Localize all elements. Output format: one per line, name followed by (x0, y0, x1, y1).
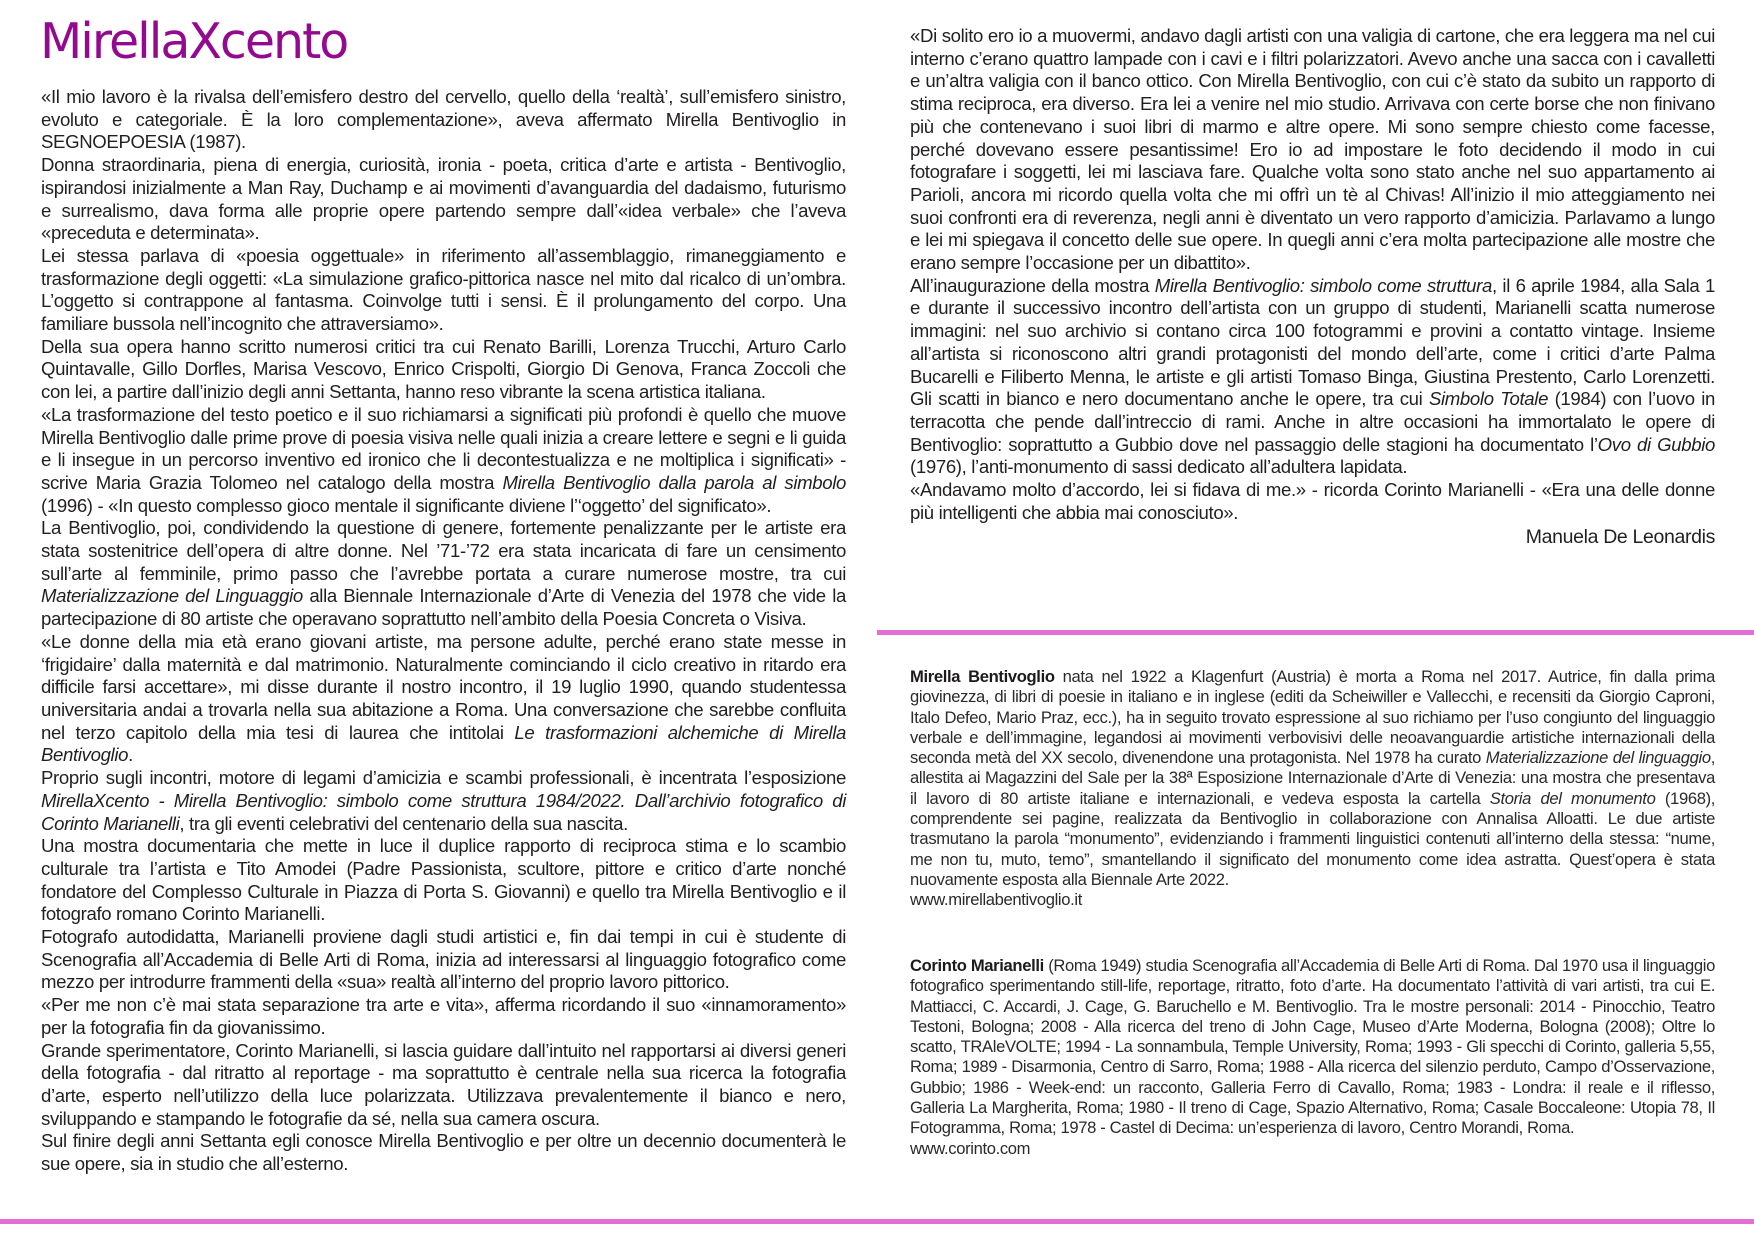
italic-title: Mirella Bentivoglio dalla parola al simbolo (502, 471, 847, 493)
text-run: (1984) con l’uovo in terracotta che pende dall’intreccio di rami. Anche in altre occasioni ha immortalato le opere di Bentivoglio: soprattutto a Gubbio dove nel passaggio delle stagioni ha documentato l’ (910, 388, 1715, 455)
text-run: «Andavamo molto d’accordo, lei si fidava di me.» - ricorda Corinto Marianelli - «Era una delle donne più intelligenti che abbia mai conosciuto». (910, 479, 1715, 523)
article-paragraph (41, 154, 846, 245)
text-run: All’inaugurazione della mostra (910, 274, 1155, 296)
article-paragraph (910, 275, 1715, 479)
article-paragraph (41, 631, 846, 767)
article-paragraph (41, 767, 846, 835)
italic-title: Mirella Bentivoglio: simbolo come struttura (1154, 274, 1493, 296)
italic-title: Simbolo Totale (1428, 388, 1549, 410)
bio-text (910, 667, 1715, 890)
italic-title: Storia del monumento (1489, 788, 1656, 808)
text-run: Donna straordinaria, piena di energia, curiosità, ironia - poeta, critica d’arte e artista - Bentivoglio, ispirandosi inizialmente a Man Ray, Duchamp e ai movimenti d’avanguardia del dadaismo, futurismo e surrealismo, dava forma alle proprie opere partendo sempre dall’«idea verbale» che l’aveva «preceduta e determinata». (41, 154, 846, 244)
text-run: (1968), comprendente sei pagine, realizzata da Bentivoglio in collaborazione con Annalisa Alloatti. Le due artiste trasmutano la parola “monumento”, evidenziando i frammenti linguistici contenuti all’interno della stessa: “nume, me non tu, muto, temo”, smantellando il significato del monumento come idea astratta. Quest’opera è stata nuovamente esposta alla Biennale Arte 2022. (910, 788, 1716, 889)
article-author: Manuela De Leonardis (1525, 526, 1715, 549)
article-paragraph (41, 86, 846, 154)
text-run: . (128, 744, 133, 766)
website-link[interactable]: www.corinto.com (910, 1138, 1031, 1158)
section-divider (877, 630, 1754, 635)
text-run: Fotografo autodidatta, Marianelli proviene dagli studi artistici e, fin dai tempi in cui è studente di Scenografia all’Accademia di Belle Arti di Roma, inizia ad interessarsi al linguaggio fotografico come mezzo per introdurre frammenti della «sua» realtà all’interno del proprio lavoro pittorico. (41, 926, 846, 993)
bio-mirella-bentivoglio (910, 667, 1715, 911)
article-left-column (41, 86, 846, 1176)
article-paragraph (41, 1040, 846, 1131)
text-run: , il 6 aprile 1984, alla Sala 1 e durante il successivo incontro dell’artista con un gruppo di studenti, Marianelli scatta numerose immagini: nel suo archivio si contano circa 100 fotogrammi e provini a contatto vintage. Insieme all’artista si riconoscono altri grandi protagonisti del mondo dell’arte, come i critici d’arte Palma Bucarelli e Filiberto Menna, le artiste e gli artisti Tomaso Binga, Giustina Prestento, Carlo Lorenzetti. Gli scatti in bianco e nero documentano anche le opere, tra cui (910, 274, 1715, 410)
text-run: «La trasformazione del testo poetico e il suo richiamarsi a significati più profondi è quello che muove Mirella Bentivoglio dalle prime prove di poesia visiva nelle quali inizia a creare lettere e segni e li guida e li insegue in un percorso inventivo ed ironico che li decontestualizza e ne moltiplica i significati» - scrive Maria Grazia Tolomeo nel catalogo della mostra (41, 403, 846, 493)
text-run: (1996) - «In questo complesso gioco mentale il significante diviene l’‘oggetto’ del significato». (41, 494, 772, 516)
text-run: Sul finire degli anni Settanta egli conosce Mirella Bentivoglio e per oltre un decennio documenterà le sue opere, sia in studio che all’esterno. (41, 1130, 846, 1175)
text-run: «Il mio lavoro è la rivalsa dell’emisfero destro del cervello, quello della ‘realtà’, sull’emisfero sinistro, evoluto e categoriale. È la loro complementazione», aveva affermato Mirella Bentivoglio in SEGNOEPOESIA (1987). (41, 86, 846, 153)
italic-title: MirellaXcento - Mirella Bentivoglio: simbolo come struttura 1984/2022. Dall’archivio fotografico di Corinto Marianelli (41, 789, 846, 834)
article-paragraph (910, 479, 1715, 524)
text-run: (1976), l’anti-monumento di sassi dedicato all’adultera lapidata. (910, 456, 1408, 478)
text-run: , allestita ai Magazzini del Sale per la 38ª Esposizione Internazionale d’Arte di Venezia: una mostra che presentava il lavoro di 80 artiste italiane e internazionali, e vedeva esposta la cartella (910, 748, 1715, 808)
page-title: MirellaXcento (40, 13, 348, 70)
article-paragraph (41, 926, 846, 994)
article-paragraph (910, 25, 1715, 275)
text-run: Lei stessa parlava di «poesia oggettuale» in riferimento all’assemblaggio, rimaneggiamento e trasformazione degli oggetti: «La simulazione grafico-pittorica nasce nel mito dal ricalco di un’ombra. L’oggetto si contrappone al fantasma. Coinvolge tutti i sensi. È il prolungamento del corpo. Una familiare bussola nell’incognito che attraversiamo». (41, 244, 846, 335)
bio-name: Corinto Marianelli (910, 956, 1044, 975)
text-run: Proprio sugli incontri, motore di legami d’amicizia e scambi professionali, è incentrata l’esposizione (41, 767, 846, 789)
italic-title: Ovo di Gubbio (1597, 433, 1715, 455)
article-paragraph (41, 835, 846, 926)
bio-name: Mirella Bentivoglio (910, 667, 1055, 686)
website-link[interactable]: www.mirellabentivoglio.it (910, 890, 1083, 910)
article-paragraph (41, 336, 846, 404)
italic-title: Materializzazione del linguaggio (1485, 748, 1711, 768)
article-paragraph (41, 404, 846, 518)
text-run: (Roma 1949) studia Scenografia all’Accademia di Belle Arti di Roma. Dal 1970 usa il linguaggio fotografico sperimentando still-life, reportage, ritratto, foto d’arte. Ha documentato l’attività di vari artisti, tra cui E. Mattiacci, C. Accardi, J. Cage, G. Baruchello e M. Bentivoglio. Tra le mostre personali: 2014 - Pinocchio, Teatro Testoni, Bologna; 2008 - Alla ricerca del treno di John Cage, Museo d’Arte Moderna, Bologna (2008); Oltre lo scatto, TRAleVOLTE; 1994 - La sonnambula, Temple University, Roma; 1993 - Gli specchi di Corinto, galleria 5,55, Roma; 1989 - Disarmonia, Centro di Sarro, Roma; 1988 - Alla ricerca del silenzio perduto, Campo d’Osservazione, Gubbio; 1986 - Week-end: un racconto, Galleria Ferro di Cavallo, Roma; 1983 - Londra: il reale e il riflesso, Galleria La Margherita, Roma; 1980 - Il treno di Cage, Spazio Alternativo, Roma; Casale Boccaleone: Utopia 78, Il Fotogramma, Roma; 1978 - Castel di Decima: un’esperienza di lavoro, Centro Morandi, Roma. (910, 956, 1716, 1138)
italic-title: Materializzazione del Linguaggio (41, 585, 303, 607)
text-run: Della sua opera hanno scritto numerosi critici tra cui Renato Barilli, Lorenza Trucchi, Arturo Carlo Quintavalle, Gillo Dorfles, Marisa Vescovo, Enrico Crispolti, Giorgio Di Genova, Franca Zoccoli che con lei, a partire dall’inizio degli anni Settanta, hanno reso vibrante la scena artistica italiana. (41, 335, 846, 403)
article-paragraph (41, 517, 846, 631)
article-paragraph (41, 994, 846, 1039)
article-paragraph (41, 245, 846, 336)
text-run: «Le donne della mia età erano giovani artiste, ma persone adulte, perché erano state messe in ‘frigidaire’ dalla maternità e dal matrimonio. Naturalmente cominciando il ciclo creativo in ritardo era difficile farsi accettare», mi disse durante il nostro incontro, il 19 luglio 1990, quando studentessa universitaria andai a trovarla nella sua abitazione a Roma. Una conversazione che sarebbe confluita nel terzo capitolo della mia tesi di laurea che intitolai (41, 630, 846, 743)
text-run: La Bentivoglio, poi, condividendo la questione di genere, fortemente penalizzante per le artiste era stata sostenitrice dell’opera di altre donne. Nel ’71-’72 era stata incaricata di fare un censimento sull’arte al femminile, primo passo che l’avrebbe portata a curare numerose mostre, tra cui (41, 517, 846, 584)
article-paragraph (41, 1130, 846, 1175)
italic-title: Le trasformazioni alchemiche di Mirella Bentivoglio (41, 721, 846, 766)
bottom-divider (0, 1219, 1754, 1224)
bio-text (910, 956, 1715, 1139)
article-right-column (910, 25, 1715, 549)
text-run: Una mostra documentaria che mette in luce il duplice rapporto di reciproca stima e lo scambio culturale tra l’artista e Tito Amodei (Padre Passionista, scultore, pittore e critico d’arte nonché fondatore del Complesso Culturale in Piazza di Porta S. Giovanni) e quello tra Mirella Bentivoglio e il fotografo romano Corinto Marianelli. (41, 835, 846, 925)
text-run: , tra gli eventi celebrativi del centenario della sua nascita. (179, 812, 628, 834)
text-run: alla Biennale Internazionale d’Arte di Venezia del 1978 che vide la partecipazione di 80 artiste che operavano soprattutto nell’ambito della Poesia Concreta o Visiva. (41, 585, 846, 630)
text-run: «Per me non c’è mai stata separazione tra arte e vita», afferma ricordando il suo «innamoramento» per la fotografia fin da giovanissimo. (41, 994, 846, 1038)
text-run: «Di solito ero io a muovermi, andavo dagli artisti con una valigia di cartone, che era leggera ma nel cui interno c’erano quattro lampade con i cavi e i filtri polarizzatori. Avevo anche una sacca con i cavalletti e un’altra valigia con il banco ottico. Con Mirella Bentivoglio, con cui c’è stato da subito un rapporto di stima reciproca, era diverso. Era lei a venire nel mio studio. Arrivava con certe borse che non finivano più che contenevano i suoi libri di marmo e altre opere. Mi sono sempre chiesto come facesse, perché dovevano essere pesantissime! Ero io ad impostare le foto decidendo il modo in cui fotografare i soggetti, lei mi lasciava fare. Qualche volta sono stato anche nel suo appartamento ai Parioli, ancora mi ricordo quella volta che mi offrì un tè al Chivas! All’inizio il mio atteggiamento nei suoi confronti era di reverenza, negli anni è diventato un vero rapporto d’amicizia. Parlavamo a lungo e lei mi spiegava il concetto delle sue opere. In quegli anni c’era molta partecipazione alle mostre che erano sempre l’occasione per un dibattito». (910, 25, 1715, 274)
bio-corinto-marianelli (910, 956, 1715, 1159)
text-run: Grande sperimentatore, Corinto Marianelli, si lascia guidare dall’intuito nel rapportarsi ai diversi generi della fotografia - dal ritratto al reportage - ma soprattutto è centrale nella sua ricerca la fotografia d’arte, esperto nell’utilizzo della luce polarizzata. Utilizzava prevalentemente il bianco e nero, sviluppando e stampando le fotografie da sé, nella sua camera oscura. (41, 1039, 846, 1129)
text-run: nata nel 1922 a Klagenfurt (Austria) è morta a Roma nel 2017. Autrice, fin dalla prima giovinezza, di libri di poesie in italiano e in inglese (editi da Scheiwiller e Vallecchi, e recensiti da Giorgio Caproni, Italo Defeo, Mario Praz, ecc.), ha in seguito trovato espressione al suo richiamo per l’uso congiunto del linguaggio verbale e dell’immagine, legandosi ai movimenti verbovisivi delle neoavanguardie artistiche internazionali della seconda metà del XX secolo, divenendone una protagonista. Nel 1978 ha curato (910, 667, 1715, 768)
